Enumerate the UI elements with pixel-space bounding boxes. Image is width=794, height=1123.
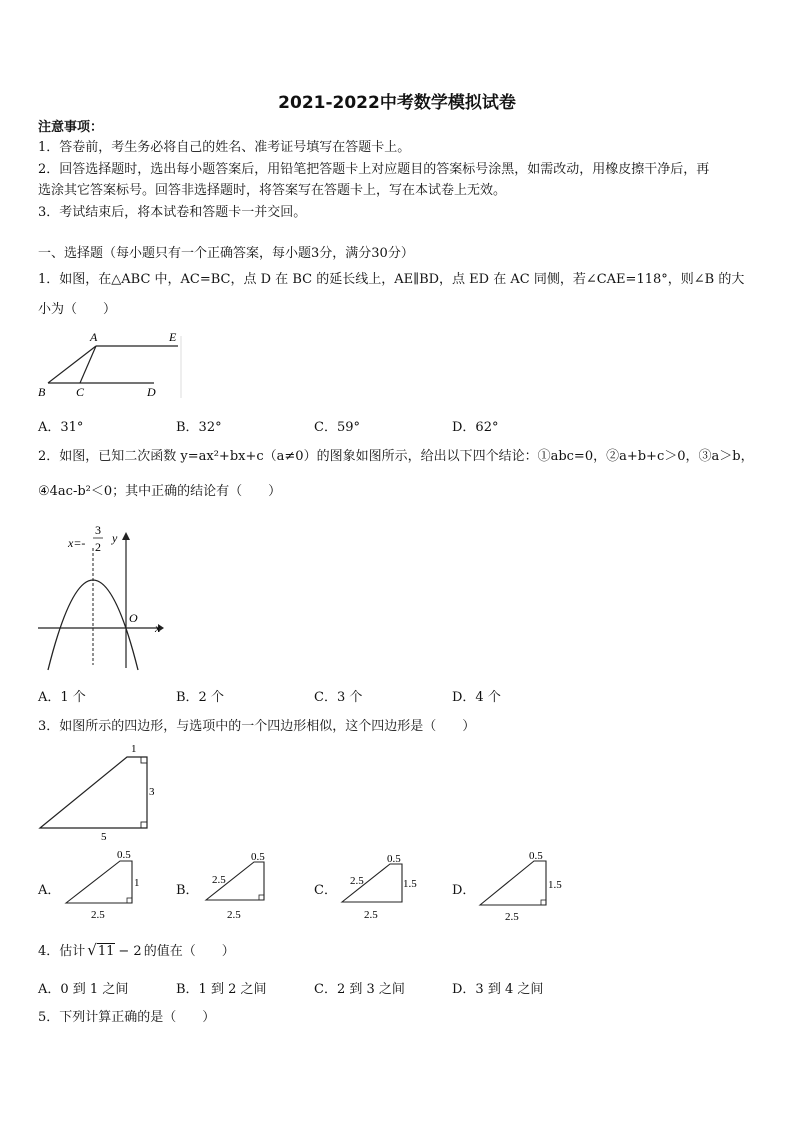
q3-option-d-label[interactable]: D． <box>452 883 476 898</box>
q3b-left: 2.5 <box>212 874 226 886</box>
notes-line-4: 3．考试结束后，将本试卷和答题卡一并交回。 <box>38 205 307 220</box>
q2-option-c[interactable]: C．3 个 <box>314 690 363 705</box>
q5-stem: 5．下列计算正确的是（ ） <box>38 1010 216 1025</box>
q3b-bottom: 2.5 <box>227 909 241 921</box>
q3c-top: 0.5 <box>387 853 401 865</box>
q1-label-a: A <box>90 330 98 344</box>
q1-option-b[interactable]: B．32° <box>176 420 222 435</box>
notes-heading: 注意事项： <box>38 120 104 135</box>
q2-option-b[interactable]: B．2 个 <box>176 690 224 705</box>
notes-line-3: 选涂其它答案标号。回答非选择题时，将答案写在答题卡上，写在本试卷上无效。 <box>38 183 507 198</box>
q3a-bottom: 2.5 <box>91 909 105 921</box>
section-heading: 一、选择题（每小题只有一个正确答案，每小题3分，满分30分） <box>38 246 414 261</box>
q2-frac-num: 3 <box>95 523 101 537</box>
q1-option-c[interactable]: C．59° <box>314 420 360 435</box>
q2-stem-line2: ④4ac-b²＜0；其中正确的结论有（ ） <box>38 484 282 499</box>
q4-option-a[interactable]: A．0 到 1 之间 <box>38 982 129 997</box>
q2-figure <box>34 518 174 676</box>
q3-option-a-figure[interactable] <box>60 846 150 922</box>
q3-option-b-label[interactable]: B． <box>176 883 199 898</box>
q3d-top: 0.5 <box>529 850 543 862</box>
q2-frac-den: 2 <box>95 540 101 554</box>
q1-option-a[interactable]: A．31° <box>38 420 84 435</box>
q4-stem <box>38 940 235 962</box>
q2-axis-label: x=- <box>68 536 86 550</box>
q3-option-c-label[interactable]: C． <box>314 883 337 898</box>
q4-option-c[interactable]: C．2 到 3 之间 <box>314 982 405 997</box>
q3a-top: 0.5 <box>117 849 131 861</box>
q2-y-label: y <box>112 531 118 545</box>
page-title: 2021-2022中考数学模拟试卷 <box>278 93 516 113</box>
q3c-left: 2.5 <box>350 875 364 887</box>
q3d-right: 1.5 <box>548 879 562 891</box>
q3-figure <box>34 740 164 840</box>
q3-option-a-label[interactable]: A． <box>38 883 61 898</box>
q2-option-a[interactable]: A．1 个 <box>38 690 86 705</box>
q4-sqrt: √11 <box>87 941 115 959</box>
notes-line-2: 2．回答选择题时，选出每小题答案后，用铅笔把答题卡上对应题目的答案标号涂黑，如需改动，用橡皮擦干净后，再 <box>38 162 710 177</box>
q1-stem-line2: 小为（ ） <box>38 302 117 317</box>
q2-stem-line1: 2．如图，已知二次函数 y=ax²+bx+c（a≠0）的图象如图所示，给出以下四个结论：①abc=0，②a+b+c＞0，③a＞b， <box>38 449 754 464</box>
q2-x-label: x <box>155 621 161 635</box>
q3-fig-bottom: 5 <box>101 831 107 840</box>
q1-figure <box>34 328 184 400</box>
q3-fig-top: 1 <box>131 743 137 755</box>
q1-label-d: D <box>147 385 156 399</box>
q3-option-c-figure[interactable] <box>336 846 426 922</box>
q4-pre: 4．估计 <box>38 944 86 959</box>
q3a-right: 1 <box>134 877 140 889</box>
q3c-right: 1.5 <box>403 878 417 890</box>
q3b-top: 0.5 <box>251 851 265 863</box>
q4-radicand: 11 <box>97 944 115 959</box>
q1-stem-line1: 1．如图，在△ABC 中，AC=BC，点 D 在 BC 的延长线上，AE∥BD，点 ED 在 AC 同侧，若∠CAE=118°，则∠B 的大 <box>38 272 745 287</box>
q4-minus: − 2 <box>118 944 142 959</box>
q4-option-b[interactable]: B．1 到 2 之间 <box>176 982 267 997</box>
q3-option-d-figure[interactable] <box>474 846 574 922</box>
q3-fig-right: 3 <box>149 786 155 798</box>
q2-origin-label: O <box>129 611 138 625</box>
q4-option-d[interactable]: D．3 到 4 之间 <box>452 982 544 997</box>
q3-stem: 3．如图所示的四边形，与选项中的一个四边形相似，这个四边形是（ ） <box>38 719 476 734</box>
q1-label-e: E <box>169 330 177 344</box>
q4-post: 的值在（ ） <box>143 944 235 959</box>
q1-option-d[interactable]: D．62° <box>452 420 499 435</box>
q1-label-b: B <box>38 385 46 399</box>
q1-label-c: C <box>76 385 85 399</box>
q3c-bottom: 2.5 <box>364 909 378 921</box>
q2-option-d[interactable]: D．4 个 <box>452 690 501 705</box>
q3-option-b-figure[interactable] <box>198 846 288 922</box>
q3d-bottom: 2.5 <box>505 911 519 922</box>
notes-line-1: 1．答卷前，考生务必将自己的姓名、准考证号填写在答题卡上。 <box>38 140 411 155</box>
